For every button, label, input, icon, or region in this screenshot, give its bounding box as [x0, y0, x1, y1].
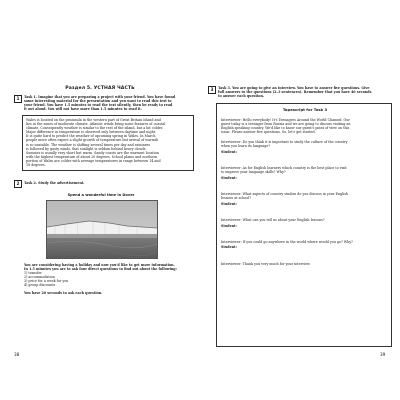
student-answer-1: Student: [221, 150, 237, 155]
passage-line: people more often expect a slight growth of temperature but arrival of warmth [26, 138, 159, 143]
task2-text-line: You are considering having a holiday and now you'd like to get more information. [24, 263, 175, 267]
intro-line: English speaking country. We'd like to know our guest's point of view on this [221, 126, 350, 131]
passage-line: lies in the zones of moderate climate. Atlantic winds bring some features of coastal [26, 122, 166, 127]
task2-option: 4) group discounts [24, 283, 56, 288]
cliffs-illustration [47, 201, 157, 258]
task1-instruction-line: it out aloud. You will not have more than 1.5 minutes to read it. [24, 107, 142, 112]
question-3 [221, 192, 389, 200]
task1-instruction-line: your friend. You have 1.5 minutes to read the text silently, then be ready to read [24, 103, 173, 108]
passage-line: It is quite hard to predict the weather of upcoming spring in Wales. In March [26, 134, 156, 139]
passage-line: Summer is usually very short but warm. Sandy coasts are the warmest location [26, 150, 159, 155]
task3-number: 3 [208, 86, 216, 94]
question-line: to improve your language skills? Why? [221, 170, 286, 175]
interview-closing [221, 262, 389, 266]
task1-instruction-line: Task 1. Imagine that you are preparing a project with your friend. You have found [24, 95, 176, 99]
task2-option: 1) transfer [24, 271, 42, 276]
student-answer-3: Student: [221, 201, 237, 206]
student-answer-4: Student: [221, 223, 237, 228]
intro-line: guest today is a teenager from Russia and we are going to discuss visiting an [221, 122, 351, 127]
passage-line: Wales is located on the peninsula in the western part of Great Britain Island and [26, 118, 161, 122]
question-line: when you learn its language? [221, 144, 271, 149]
dover-cliffs-photo [46, 200, 158, 259]
passage-line: Major difference in temperature is observed only between daytime and night. [26, 130, 157, 135]
question-line: Interviewer: Thank you very much for your interview. [221, 261, 311, 266]
intro-line: Interviewer: Hello everybody! It's Teenagers Around the World Channel. Our [221, 118, 350, 122]
right-page [200, 0, 400, 400]
question-1 [221, 140, 389, 148]
interview-intro [221, 118, 389, 134]
passage-line: is so unstable. The weather is shifting several times per day and raininess [26, 142, 151, 147]
task1-passage [23, 116, 193, 169]
student-answer-2: Student: [221, 176, 237, 181]
question-line: Interviewer: What aspects of country studies do you discuss in your English [221, 192, 349, 197]
passage-line: climate. Consequently weather is similar to the rest of the island, but a bit colder. [26, 126, 163, 131]
task2-instruction: Task 2. Study the advertisement. [24, 181, 85, 185]
task1-number: 1 [14, 95, 22, 103]
task3-instruction-line: full answers to the questions (2–3 sentences). Remember that you have 40 seconds [218, 90, 372, 95]
question-line: Interviewer: If you could go anywhere in the world where would you go? Why? [221, 239, 353, 244]
page-number-right: 39 [380, 352, 386, 357]
page-number-left: 38 [14, 352, 20, 357]
task2-number: 2 [14, 180, 22, 188]
section-title: Раздел 5. УСТНАЯ ЧАСТЬ [65, 86, 135, 91]
task2-option: 3) price for a week for you [24, 279, 69, 284]
student-answer-5: Student: [221, 245, 237, 250]
task2-footer: You have 20 seconds to ask each question. [24, 290, 103, 295]
tapescript-title: Tapescript for Task 3 [282, 107, 328, 112]
photo-caption: Spend a wonderful time in Dover [67, 193, 135, 197]
passage-line: with the highest temperature of about 20 degrees. School plains and northern [26, 154, 158, 159]
tapescript-box [216, 103, 392, 347]
task3-instruction-line: to answer each question. [218, 94, 265, 99]
passage-line: 18 degrees. [26, 163, 46, 168]
passage-line: portion of Wales are colder with average temperatures in range between 14 and [26, 158, 161, 163]
question-2 [221, 166, 389, 174]
task2-text-line: In 1.5 minutes you are to ask four direct questions to find out about the following: [24, 267, 177, 272]
task1-instruction [24, 95, 192, 111]
question-line: Interviewer: What can you tell us about your English lessons? [221, 218, 325, 222]
question-line: Interviewer: As for English learners which country is the best place to visit [221, 166, 347, 171]
question-5 [221, 240, 389, 244]
task2-body [24, 263, 196, 295]
passage-line: is followed by gusty winds, that sunlight is seldom behind heavy clouds. [26, 146, 147, 151]
task1-passage-box [22, 115, 194, 171]
task3-instruction-line: Task 3. You are going to give an interview. You have to answer five questions. Give [218, 86, 370, 90]
question-4 [221, 218, 389, 222]
task3-instruction [218, 86, 390, 98]
tapescript-body [221, 118, 389, 267]
question-line: lessons at school? [221, 196, 252, 201]
task1-instruction-line: some interesting material for the presentation and you want to read this text to [24, 99, 172, 104]
task2-option: 2) accommodation [24, 275, 55, 280]
question-line: Interviewer: Do you think it is important to study the culture of the country [221, 140, 348, 145]
intro-line: issue. Please answer five questions. So, let's get started. [221, 130, 316, 135]
